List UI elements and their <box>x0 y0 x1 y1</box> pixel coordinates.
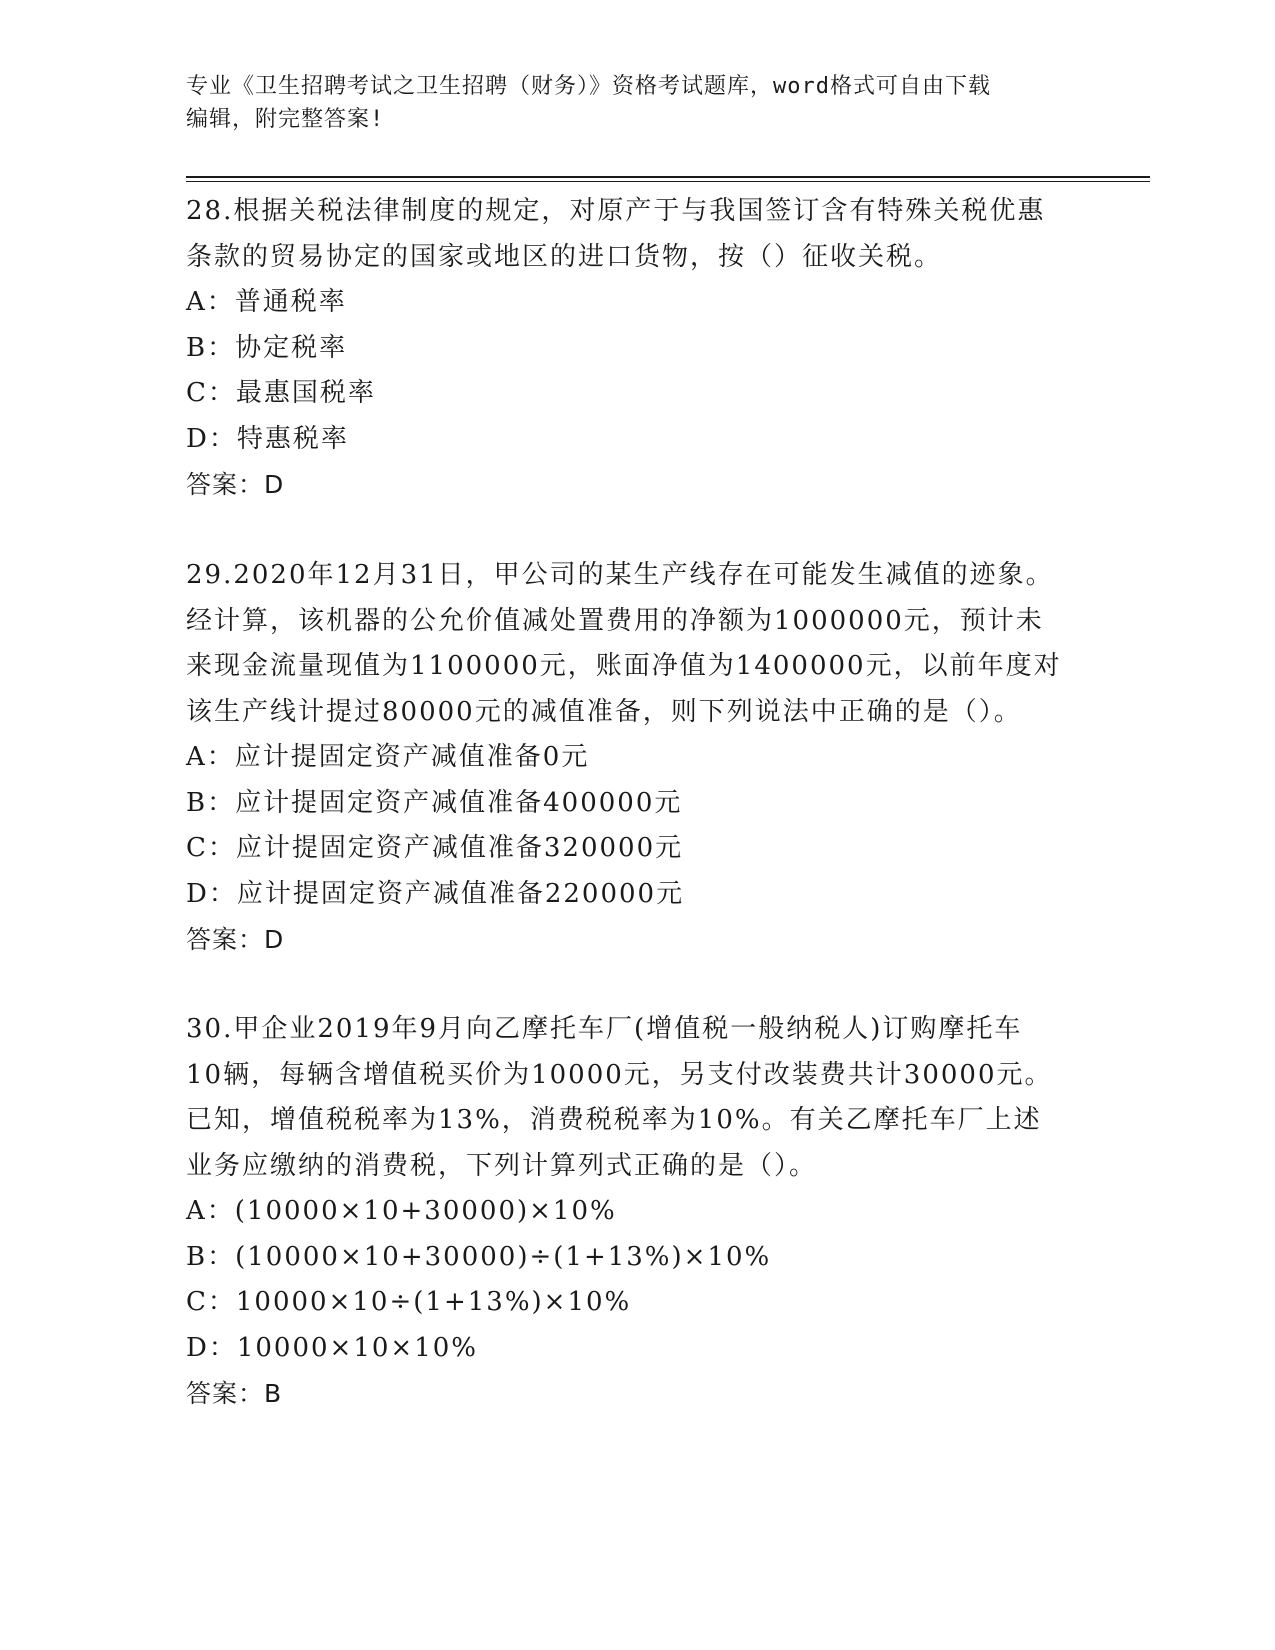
question-30 <box>186 1007 1086 1417</box>
question-text-line: 10辆，每辆含增值税买价为10000元，另支付改装费共计30000元。 <box>186 1059 1053 1090</box>
option-d: D：应计提固定资产减值准备220000元 <box>186 878 685 909</box>
question-text-line: 29.2020年12月31日，甲公司的某生产线存在可能发生减值的迹象。 <box>186 560 1054 590</box>
document-header <box>186 70 1066 136</box>
question-28 <box>186 189 1086 508</box>
option-a: A：普通税率 <box>186 287 347 317</box>
header-line-1: 专业《卫生招聘考试之卫生招聘（财务）》资格考试题库，word格式可自由下载 <box>186 74 991 99</box>
header-divider-thin <box>186 181 1150 182</box>
header-divider-thick <box>186 176 1150 178</box>
option-a: A：(10000×10+30000)×10% <box>186 1196 617 1226</box>
option-c: C：应计提固定资产减值准备320000元 <box>186 833 684 863</box>
option-c: C：10000×10÷(1+13%)×10% <box>186 1287 632 1317</box>
question-text-line: 经计算，该机器的公允价值减处置费用的净额为1000000元，预计未 <box>186 605 1044 636</box>
option-d: D：特惠税率 <box>186 423 349 454</box>
answer-line: 答案：D <box>186 470 285 499</box>
option-b: B：(10000×10+30000)÷(1+13%)×10% <box>186 1241 772 1272</box>
question-text-line: 28.根据关税法律制度的规定，对原产于与我国签订含有特殊关税优惠 <box>186 196 1046 226</box>
answer-line: 答案：D <box>186 925 285 954</box>
question-text-line: 已知，增值税税率为13%，消费税税率为10%。有关乙摩托车厂上述 <box>186 1105 1042 1135</box>
option-c: C：最惠国税率 <box>186 378 376 408</box>
question-text-line: 该生产线计提过80000元的减值准备，则下列说法中正确的是（）。 <box>186 696 1022 727</box>
option-b: B：应计提固定资产减值准备400000元 <box>186 787 683 818</box>
question-text-line: 来现金流量现值为1100000元，账面净值为1400000元，以前年度对 <box>186 651 1062 681</box>
question-text-line: 业务应缴纳的消费税，下列计算列式正确的是（）。 <box>186 1150 818 1181</box>
option-b: B：协定税率 <box>186 332 348 363</box>
answer-line: 答案：B <box>186 1379 283 1408</box>
header-line-2: 编辑，附完整答案! <box>186 107 385 132</box>
question-text-line: 条款的贸易协定的国家或地区的进口货物，按（）征收关税。 <box>186 241 943 272</box>
question-text-line: 30.甲企业2019年9月向乙摩托车厂(增值税一般纳税人)订购摩托车 <box>186 1014 1023 1044</box>
question-29 <box>186 553 1086 963</box>
option-d: D：10000×10×10% <box>186 1332 478 1363</box>
option-a: A：应计提固定资产减值准备0元 <box>186 742 590 772</box>
